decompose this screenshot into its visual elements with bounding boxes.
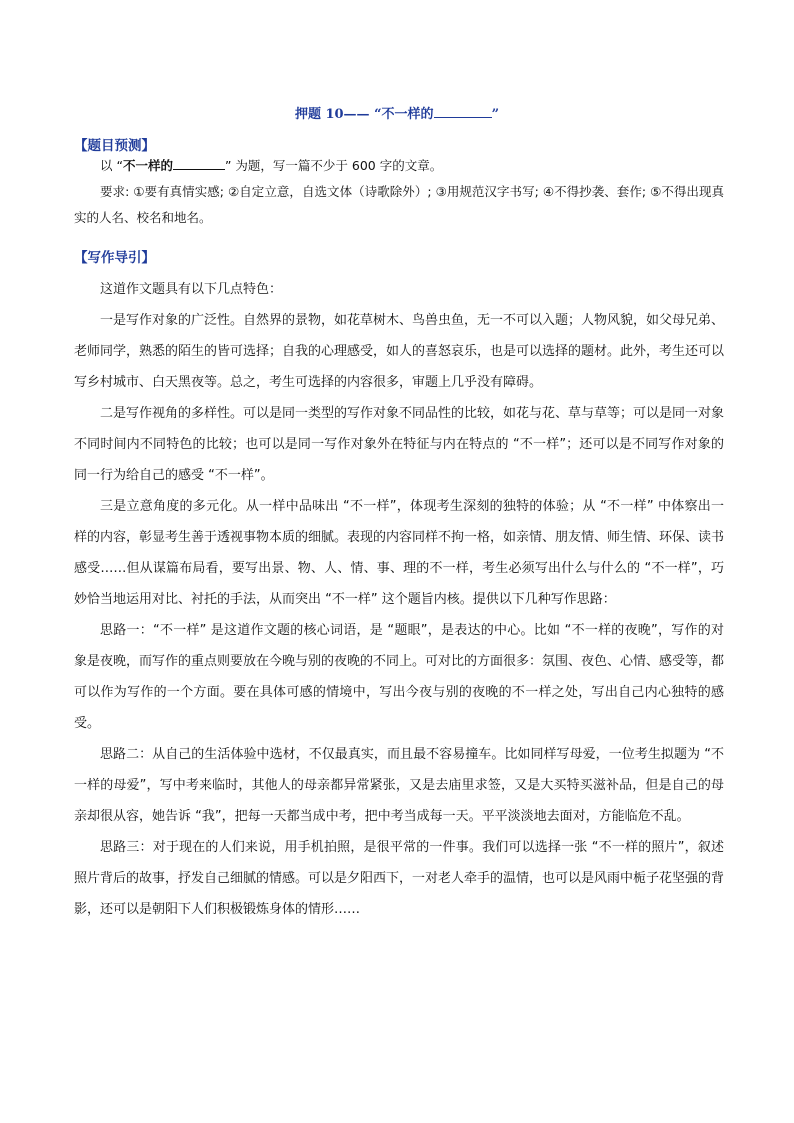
prompt-bold: 不一样的 [122,158,173,173]
section-heading-guide: 【写作导引】 [74,250,155,266]
title-prefix: 押题 10—— “不一样的 [294,107,434,122]
page-title [0,103,794,122]
guide-paragraph: 三是立意角度的多元化。从一样中品味出 “不一样”，体现考生深刻的独特的体验；从 “不一样” 中体察出一样的内容，彰显考生善于透视事物本质的细腻。表现的内容同样不拘一格，如亲情、朋友情、师生情、环保、读书感受……但从谋篇布局看，要写出景、物、人、情、事、理的不一样，考生必须写出什么与什么的 “不一样”，巧妙恰当地运用对比、衬托的手法，从而突出 “不一样” 这个题旨内核。提供以下几种写作思路： [74,499,725,607]
guide-paragraph: 这道作文题具有以下几点特色： [100,282,283,297]
guide-paragraph: 思路三：对于现在的人们来说，用手机拍照，是很平常的一件事。我们可以选择一张 “不一样的照片”，叙述照片背后的故事，抒发自己细腻的情感。可以是夕阳西下，一对老人牵手的温情，也可以是风雨中栀子花坚强的背影，还可以是朝阳下人们积极锻炼身体的情形…… [74,840,725,917]
prompt-line [74,153,724,179]
prompt-text-b: ” 为题，写一篇不少于 600 字的文章。 [224,158,443,173]
prompt-blank [173,156,225,170]
prediction-block [74,153,724,231]
title-suffix: ” [491,107,500,122]
guide-paragraph: 二是写作视角的多样性。可以是同一类型的写作对象不同品性的比较，如花与花、草与草等；可以是同一对象不同时间内不同特色的比较；也可以是同一写作对象外在特征与内在特点的 “不一样”；还可以是不同写作对象的同一行为给自己的感受 “不一样”。 [74,406,725,483]
guide-block [74,274,724,925]
guide-paragraph: 思路一：“不一样” 是这道作文题的核心词语，是 “题眼”，是表达的中心。比如 “不一样的夜晚”，写作的对象是夜晚，而写作的重点则要放在今晚与别的夜晚的不同上。可对比的方面很多：氛围、夜色、心情、感受等，都可以作为写作的一个方面。要在具体可感的情境中，写出今夜与别的夜晚的不一样之处，写出自己内心独特的感受。 [74,623,725,731]
guide-paragraph: 一是写作对象的广泛性。自然界的景物，如花草树木、鸟兽虫鱼，无一不可以入题；人物风貌，如父母兄弟、老师同学，熟悉的陌生的皆可选择；自我的心理感受，如人的喜怒哀乐，也是可以选择的题材。此外，考生还可以写乡村城市、白天黑夜等。总之，考生可选择的内容很多，审题上几乎没有障碍。 [74,313,725,390]
section-heading-prediction: 【题目预测】 [74,138,155,154]
guide-paragraph: 思路二：从自己的生活体验中选材，不仅最真实，而且最不容易撞车。比如同样写母爱，一位考生拟题为 “不一样的母爱”，写中考来临时，其他人的母亲都异常紧张，又是去庙里求签，又是大买特买滋补品，但是自己的母亲却很从容，她告诉 “我”，把每一天都当成中考，把中考当成每一天。平平淡淡地去面对，方能临危不乱。 [74,747,724,824]
prompt-text-a: 以 “ [100,158,123,173]
title-blank [434,105,492,118]
requirements-text: 要求: ①要有真情实感; ②自定立意，自选文体（诗歌除外）; ③用规范汉字书写; ④不得抄袭、套作; ⑤不得出现真实的人名、校名和地名。 [74,184,724,225]
